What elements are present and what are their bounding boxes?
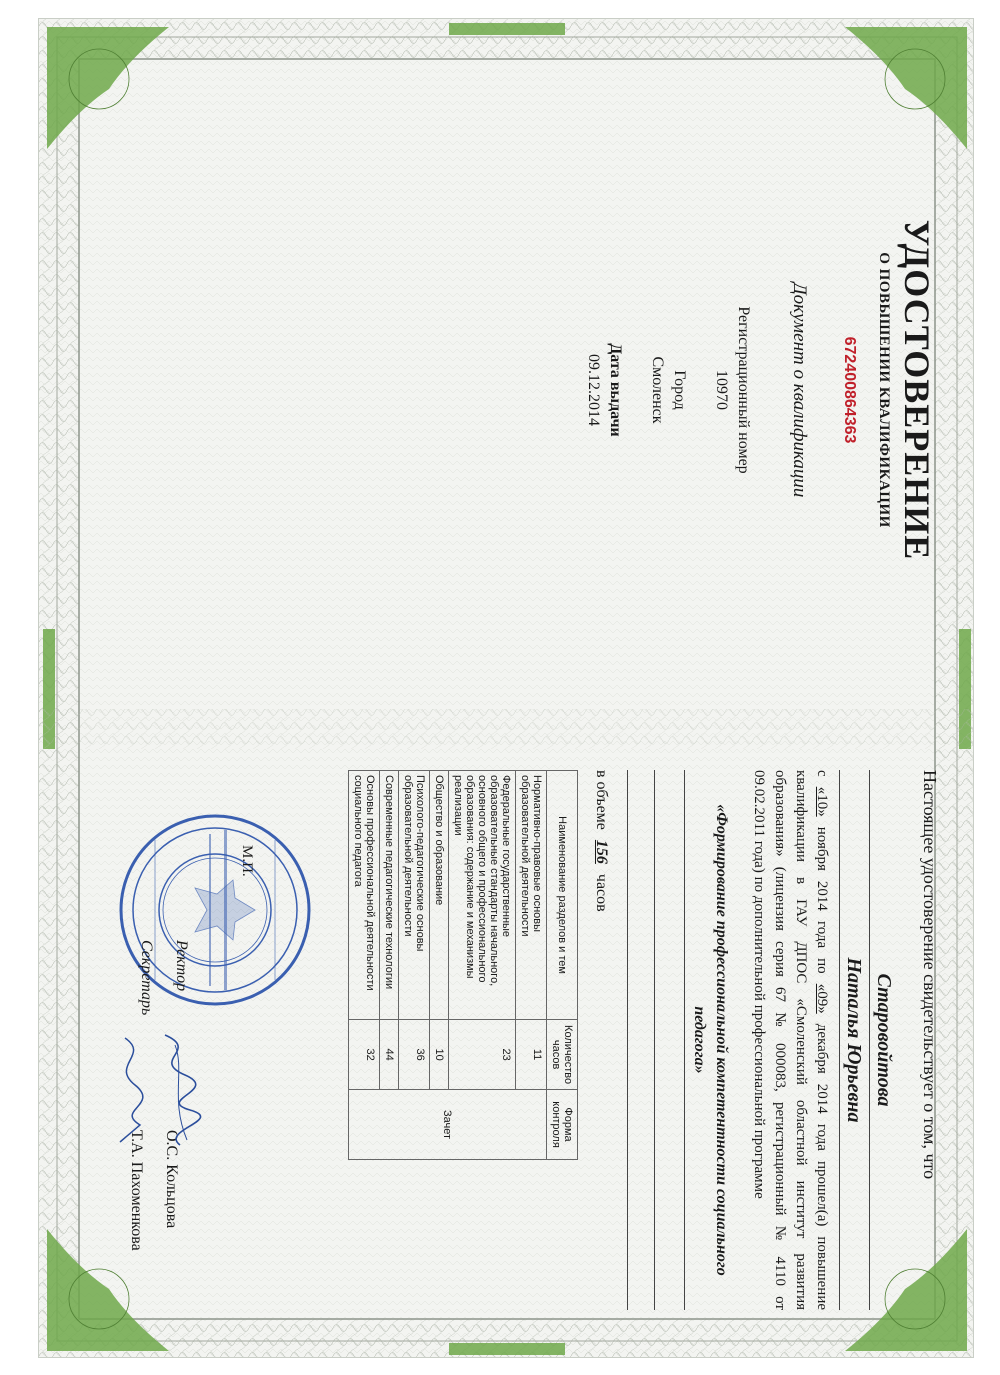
header-section-name: Наименование разделов и тем bbox=[547, 771, 578, 1020]
to-day: «09» bbox=[814, 983, 830, 1014]
issue-date-label: Дата выдачи bbox=[607, 343, 624, 437]
training-description bbox=[748, 770, 832, 1310]
registration-number: 10970 bbox=[713, 370, 730, 410]
volume-suffix: часов bbox=[593, 873, 610, 912]
to-month-year: декабря 2014 года прошел(а) bbox=[814, 1023, 830, 1227]
subjects-table bbox=[348, 770, 578, 1160]
certificate-title: УДОСТОВЕРЕНИЕ bbox=[897, 219, 937, 561]
given-names-underline bbox=[839, 770, 840, 1310]
document-kind: Документ о квалификации bbox=[789, 282, 810, 498]
institution-text: повышение квалификации в ГАУ ДПОС «Смоленский областной институт развития образования» (лицензия серия 67 № 000083, регистрационный № 4110 от 09.02.2011 года) по дополнительной профессиональной программе bbox=[751, 770, 830, 1311]
volume-line bbox=[592, 770, 610, 912]
secretary-signature bbox=[100, 1030, 160, 1150]
header-control: Форма контроля bbox=[547, 1090, 578, 1160]
row-name: Психолого-педагогические основы образовательной деятельности bbox=[399, 771, 430, 1020]
city-value: Смоленск bbox=[649, 356, 666, 424]
row-name: Нормативно-правовые основы образовательной деятельности bbox=[516, 771, 547, 1020]
row-control: Зачет bbox=[349, 1090, 547, 1160]
header-hours: Количество часов bbox=[547, 1020, 578, 1090]
issue-date: 09.12.2014 bbox=[585, 354, 602, 426]
table-row bbox=[516, 771, 547, 1160]
certificate-subtitle: О ПОВЫШЕНИИ КВАЛИФИКАЦИИ bbox=[876, 252, 892, 528]
surname-underline bbox=[869, 770, 870, 1310]
program-underline-1 bbox=[684, 770, 685, 1310]
holder-intro: Настоящее удостоверение свидетельствует о том, что bbox=[920, 770, 940, 1180]
row-name: Основы профессиональной деятельности социального педагога bbox=[349, 771, 380, 1020]
row-hours: 32 bbox=[349, 1020, 380, 1090]
holder-surname: Старовойтова bbox=[873, 973, 895, 1107]
certificate-content bbox=[50, 40, 950, 1340]
secretary-name: Т.А. Пахоменкова bbox=[128, 1130, 145, 1251]
volume-prefix: в объеме bbox=[593, 770, 610, 830]
row-hours: 23 bbox=[449, 1020, 516, 1090]
row-name: Общество и образование bbox=[430, 771, 449, 1020]
row-hours: 44 bbox=[380, 1020, 399, 1090]
secretary-role: Секретарь bbox=[138, 940, 155, 1016]
row-name: Федеральные государственные образовательные стандарты начального, основного общего и профессионального образования: содержание и механизмы реализации bbox=[449, 771, 516, 1020]
row-hours: 36 bbox=[399, 1020, 430, 1090]
city-label: Город bbox=[671, 370, 688, 410]
program-title: «Формирование профессиональной компетентности социального педагога» bbox=[691, 804, 730, 1276]
registration-label: Регистрационный номер bbox=[735, 306, 752, 474]
from-month-year: ноября 2014 года по bbox=[814, 826, 830, 974]
program-underline-3 bbox=[627, 770, 628, 1310]
row-name: Современные педагогические технологии bbox=[380, 771, 399, 1020]
from-day: «10» bbox=[814, 786, 830, 817]
table-header-row bbox=[547, 771, 578, 1160]
program-underline-2 bbox=[654, 770, 655, 1310]
serial-number: 672400864363 bbox=[841, 336, 858, 444]
from-prefix: с bbox=[814, 770, 830, 777]
holder-given-names: Наталья Юрьевна bbox=[843, 957, 865, 1123]
seal-label: М.П. bbox=[239, 845, 255, 877]
rector-name: О.С. Кольцова bbox=[163, 1130, 180, 1229]
row-hours: 11 bbox=[516, 1020, 547, 1090]
volume-hours: 156 bbox=[593, 839, 610, 864]
row-hours: 10 bbox=[430, 1020, 449, 1090]
rector-role: Ректор bbox=[173, 940, 190, 992]
